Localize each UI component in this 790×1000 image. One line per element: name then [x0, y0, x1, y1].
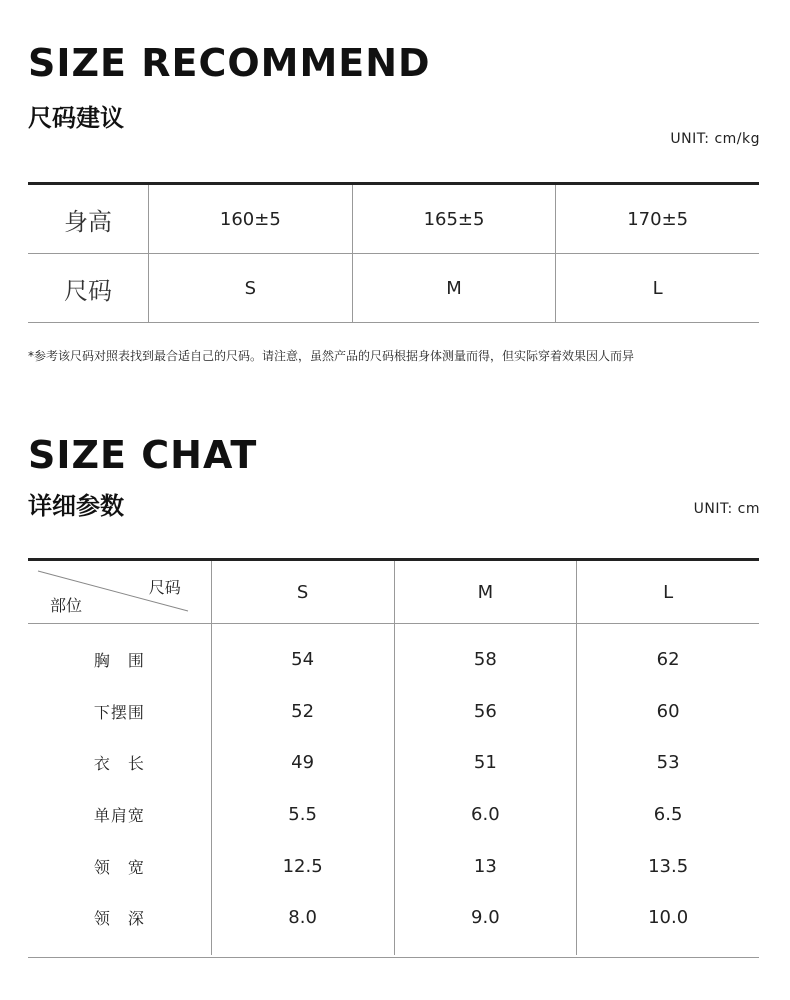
table-cell: 62 [656, 649, 680, 671]
corner-cell [28, 561, 212, 623]
chart-title: SIZE CHAT [28, 433, 258, 477]
height-value-m: 165±5 [352, 185, 556, 253]
row-label-text: 胸 围 [93, 651, 145, 671]
row-label [28, 840, 211, 892]
table-cell: 5.5 [288, 804, 317, 826]
table-cell: 9.0 [471, 907, 500, 929]
recommend-unit: UNIT: cm/kg [670, 131, 760, 147]
column-header-l: L [576, 561, 759, 623]
row-label [28, 892, 211, 944]
row-label [28, 737, 211, 789]
table-cell: 12.5 [282, 855, 323, 877]
table-cell: 52 [291, 700, 315, 722]
table-row-height [28, 185, 759, 253]
corner-label-part: 部位 [50, 596, 83, 615]
table-body [28, 624, 759, 955]
row-label-text: 领 宽 [93, 857, 145, 877]
column-l [576, 624, 759, 955]
table-cell: 51 [473, 752, 497, 774]
row-label [28, 634, 211, 686]
row-label-height: 身高 [28, 185, 149, 253]
recommend-subtitle: 尺码建议 [28, 104, 124, 132]
height-value-l: 170±5 [555, 185, 759, 253]
corner-label-size: 尺码 [148, 578, 181, 597]
column-header-m: M [394, 561, 577, 623]
chart-unit: UNIT: cm [693, 501, 760, 517]
table-cell: 58 [473, 649, 497, 671]
recommend-title: SIZE RECOMMEND [28, 41, 431, 85]
table-cell: 56 [473, 700, 497, 722]
row-label [28, 789, 211, 841]
row-label-text: 单肩宽 [93, 806, 145, 826]
row-label-text: 衣 长 [93, 754, 145, 774]
size-note: *参考该尺码对照表找到最合适自己的尺码。请注意，虽然产品的尺码根据身体测量而得，但实际穿着效果因人而异 [28, 349, 635, 363]
chart-subtitle: 详细参数 [28, 492, 124, 520]
table-cell: 10.0 [648, 907, 689, 929]
row-label [28, 686, 211, 738]
row-label-text: 下摆围 [93, 702, 145, 722]
table-cell: 49 [291, 752, 315, 774]
size-recommend-table [28, 182, 759, 323]
row-label-size: 尺码 [28, 254, 149, 322]
table-cell: 6.0 [471, 804, 500, 826]
table-cell: 13 [473, 855, 497, 877]
table-cell: 13.5 [648, 855, 689, 877]
table-row-size [28, 253, 759, 322]
column-s [212, 624, 394, 955]
row-label-text: 领 深 [93, 909, 145, 929]
table-cell: 60 [656, 700, 680, 722]
size-value-m: M [352, 254, 556, 322]
size-value-s: S [244, 277, 257, 299]
table-cell: 8.0 [288, 907, 317, 929]
column-header-s: S [296, 581, 309, 603]
table-cell: 53 [656, 752, 680, 774]
part-label-column [28, 624, 212, 955]
height-value-s: 160±5 [219, 208, 281, 230]
column-m [394, 624, 577, 955]
table-cell: 6.5 [653, 804, 683, 826]
size-value-l: L [555, 254, 759, 322]
size-chart-table [28, 558, 759, 958]
table-header-row [28, 561, 759, 624]
table-cell: 54 [291, 649, 315, 671]
